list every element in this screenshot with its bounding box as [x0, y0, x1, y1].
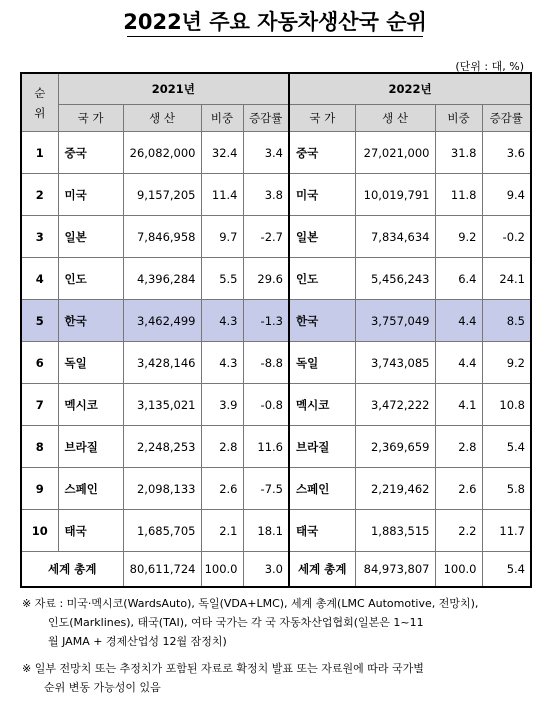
production-cell: 3,757,049: [355, 300, 435, 342]
table-row: [21, 258, 531, 300]
table-row: [21, 132, 531, 174]
caveat-note-line: 순위 변동 가능성이 있음: [44, 681, 161, 694]
change-cell: 8.5: [482, 300, 531, 342]
country-cell: 인도: [289, 258, 355, 300]
share-cell: 2.2: [435, 510, 482, 552]
country-cell: 태국: [58, 510, 123, 552]
share-cell: 31.8: [435, 132, 482, 174]
production-cell: 7,834,634: [355, 216, 435, 258]
change-cell: 11.7: [482, 510, 531, 552]
rank-cell: 9: [21, 468, 58, 510]
production-cell: 5,456,243: [355, 258, 435, 300]
rank-cell: 6: [21, 342, 58, 384]
table-row: [21, 216, 531, 258]
change-cell: 3.6: [482, 132, 531, 174]
total-change-2022: 5.4: [482, 552, 531, 588]
share-cell: 4.4: [435, 300, 482, 342]
share-cell: 2.6: [435, 468, 482, 510]
production-cell: 2,219,462: [355, 468, 435, 510]
rank-cell: 4: [21, 258, 58, 300]
share-cell: 4.3: [201, 300, 243, 342]
country-cell: 태국: [289, 510, 355, 552]
country-cell: 독일: [289, 342, 355, 384]
country-cell: 브라질: [58, 426, 123, 468]
change-cell: 11.6: [243, 426, 289, 468]
production-header-2021: 생 산: [123, 105, 201, 132]
change-cell: -0.8: [243, 384, 289, 426]
change-cell: 18.1: [243, 510, 289, 552]
production-cell: 2,369,659: [355, 426, 435, 468]
production-cell: 3,462,499: [123, 300, 201, 342]
country-cell: 멕시코: [58, 384, 123, 426]
country-cell: 멕시코: [289, 384, 355, 426]
share-cell: 11.8: [435, 174, 482, 216]
title-underline: [127, 36, 423, 37]
year-2021-header: 2021년: [58, 73, 289, 105]
production-cell: 26,082,000: [123, 132, 201, 174]
total-label-2021: 세계 총계: [21, 552, 123, 588]
rank-cell: 1: [21, 132, 58, 174]
year-2022-header: 2022년: [289, 73, 531, 105]
production-cell: 9,157,205: [123, 174, 201, 216]
share-cell: 2.6: [201, 468, 243, 510]
country-cell: 스페인: [289, 468, 355, 510]
rank-cell: 10: [21, 510, 58, 552]
change-header-2021: 증감률: [243, 105, 289, 132]
share-header-2022: 비중: [435, 105, 482, 132]
share-cell: 2.1: [201, 510, 243, 552]
production-cell: 3,428,146: [123, 342, 201, 384]
page-title: 2022년 주요 자동차생산국 순위: [123, 10, 427, 34]
total-production-2022: 84,973,807: [355, 552, 435, 588]
production-cell: 3,135,021: [123, 384, 201, 426]
country-cell: 브라질: [289, 426, 355, 468]
share-cell: 4.1: [435, 384, 482, 426]
country-cell: 일본: [289, 216, 355, 258]
production-cell: 1,883,515: [355, 510, 435, 552]
change-cell: 9.2: [482, 342, 531, 384]
change-cell: 5.4: [482, 426, 531, 468]
total-change-2021: 3.0: [243, 552, 289, 588]
share-cell: 6.4: [435, 258, 482, 300]
caveat-note-line: ※ 일부 전망치 또는 추정치가 포함된 자료로 확정치 발표 또는 자료원에 따라 국가별: [22, 662, 424, 675]
change-cell: 10.8: [482, 384, 531, 426]
country-cell: 일본: [58, 216, 123, 258]
share-cell: 32.4: [201, 132, 243, 174]
change-cell: 3.8: [243, 174, 289, 216]
rank-cell: 8: [21, 426, 58, 468]
change-cell: 9.4: [482, 174, 531, 216]
change-cell: 3.4: [243, 132, 289, 174]
change-cell: -0.2: [482, 216, 531, 258]
production-ranking-table: [20, 72, 532, 588]
total-share-2021: 100.0: [201, 552, 243, 588]
share-cell: 2.8: [201, 426, 243, 468]
change-cell: -7.5: [243, 468, 289, 510]
change-cell: -1.3: [243, 300, 289, 342]
country-cell: 미국: [58, 174, 123, 216]
table-row: [21, 468, 531, 510]
production-header-2022: 생 산: [355, 105, 435, 132]
production-cell: 2,248,253: [123, 426, 201, 468]
source-note-line: 월 JAMA + 경제산업성 12월 잠정치): [48, 635, 227, 648]
unit-label: (단위 : 대, %): [455, 60, 524, 73]
table-row: [21, 426, 531, 468]
table-row: [21, 342, 531, 384]
share-cell: 3.9: [201, 384, 243, 426]
source-note: [22, 594, 478, 651]
rank-cell: 3: [21, 216, 58, 258]
change-cell: 24.1: [482, 258, 531, 300]
production-cell: 4,396,284: [123, 258, 201, 300]
country-header-2021: 국 가: [58, 105, 123, 132]
share-cell: 2.8: [435, 426, 482, 468]
country-cell: 중국: [58, 132, 123, 174]
rank-cell: 5: [21, 300, 58, 342]
country-cell: 스페인: [58, 468, 123, 510]
country-cell: 인도: [58, 258, 123, 300]
production-cell: 3,743,085: [355, 342, 435, 384]
caveat-note: [22, 659, 424, 697]
change-cell: -8.8: [243, 342, 289, 384]
share-cell: 4.4: [435, 342, 482, 384]
change-cell: 29.6: [243, 258, 289, 300]
change-header-2022: 증감률: [482, 105, 531, 132]
country-cell: 미국: [289, 174, 355, 216]
share-cell: 9.7: [201, 216, 243, 258]
rank-cell: 7: [21, 384, 58, 426]
source-note-line: 인도(Marklines), 태국(TAI), 여타 국가는 각 국 자동차산업협회(일본은 1~11: [48, 616, 424, 629]
production-cell: 2,098,133: [123, 468, 201, 510]
production-cell: 10,019,791: [355, 174, 435, 216]
share-cell: 4.3: [201, 342, 243, 384]
share-cell: 5.5: [201, 258, 243, 300]
change-cell: -2.7: [243, 216, 289, 258]
table-row: [21, 510, 531, 552]
country-cell: 중국: [289, 132, 355, 174]
country-header-2022: 국 가: [289, 105, 355, 132]
country-cell: 독일: [58, 342, 123, 384]
share-cell: 9.2: [435, 216, 482, 258]
rank-header: 순위: [21, 73, 58, 132]
production-cell: 1,685,705: [123, 510, 201, 552]
total-production-2021: 80,611,724: [123, 552, 201, 588]
total-share-2022: 100.0: [435, 552, 482, 588]
rank-cell: 2: [21, 174, 58, 216]
source-note-line: ※ 자료 : 미국·멕시코(WardsAuto), 독일(VDA+LMC), 세계 총계(LMC Automotive, 전망치),: [22, 597, 479, 610]
share-cell: 11.4: [201, 174, 243, 216]
country-cell: 한국: [58, 300, 123, 342]
production-cell: 7,846,958: [123, 216, 201, 258]
table-row-highlighted: [21, 300, 531, 342]
table-row: [21, 174, 531, 216]
change-cell: 5.8: [482, 468, 531, 510]
share-header-2021: 비중: [201, 105, 243, 132]
production-cell: 3,472,222: [355, 384, 435, 426]
table-row: [21, 384, 531, 426]
total-row: [21, 552, 531, 588]
production-cell: 27,021,000: [355, 132, 435, 174]
total-label-2022: 세계 총계: [289, 552, 355, 588]
country-cell: 한국: [289, 300, 355, 342]
